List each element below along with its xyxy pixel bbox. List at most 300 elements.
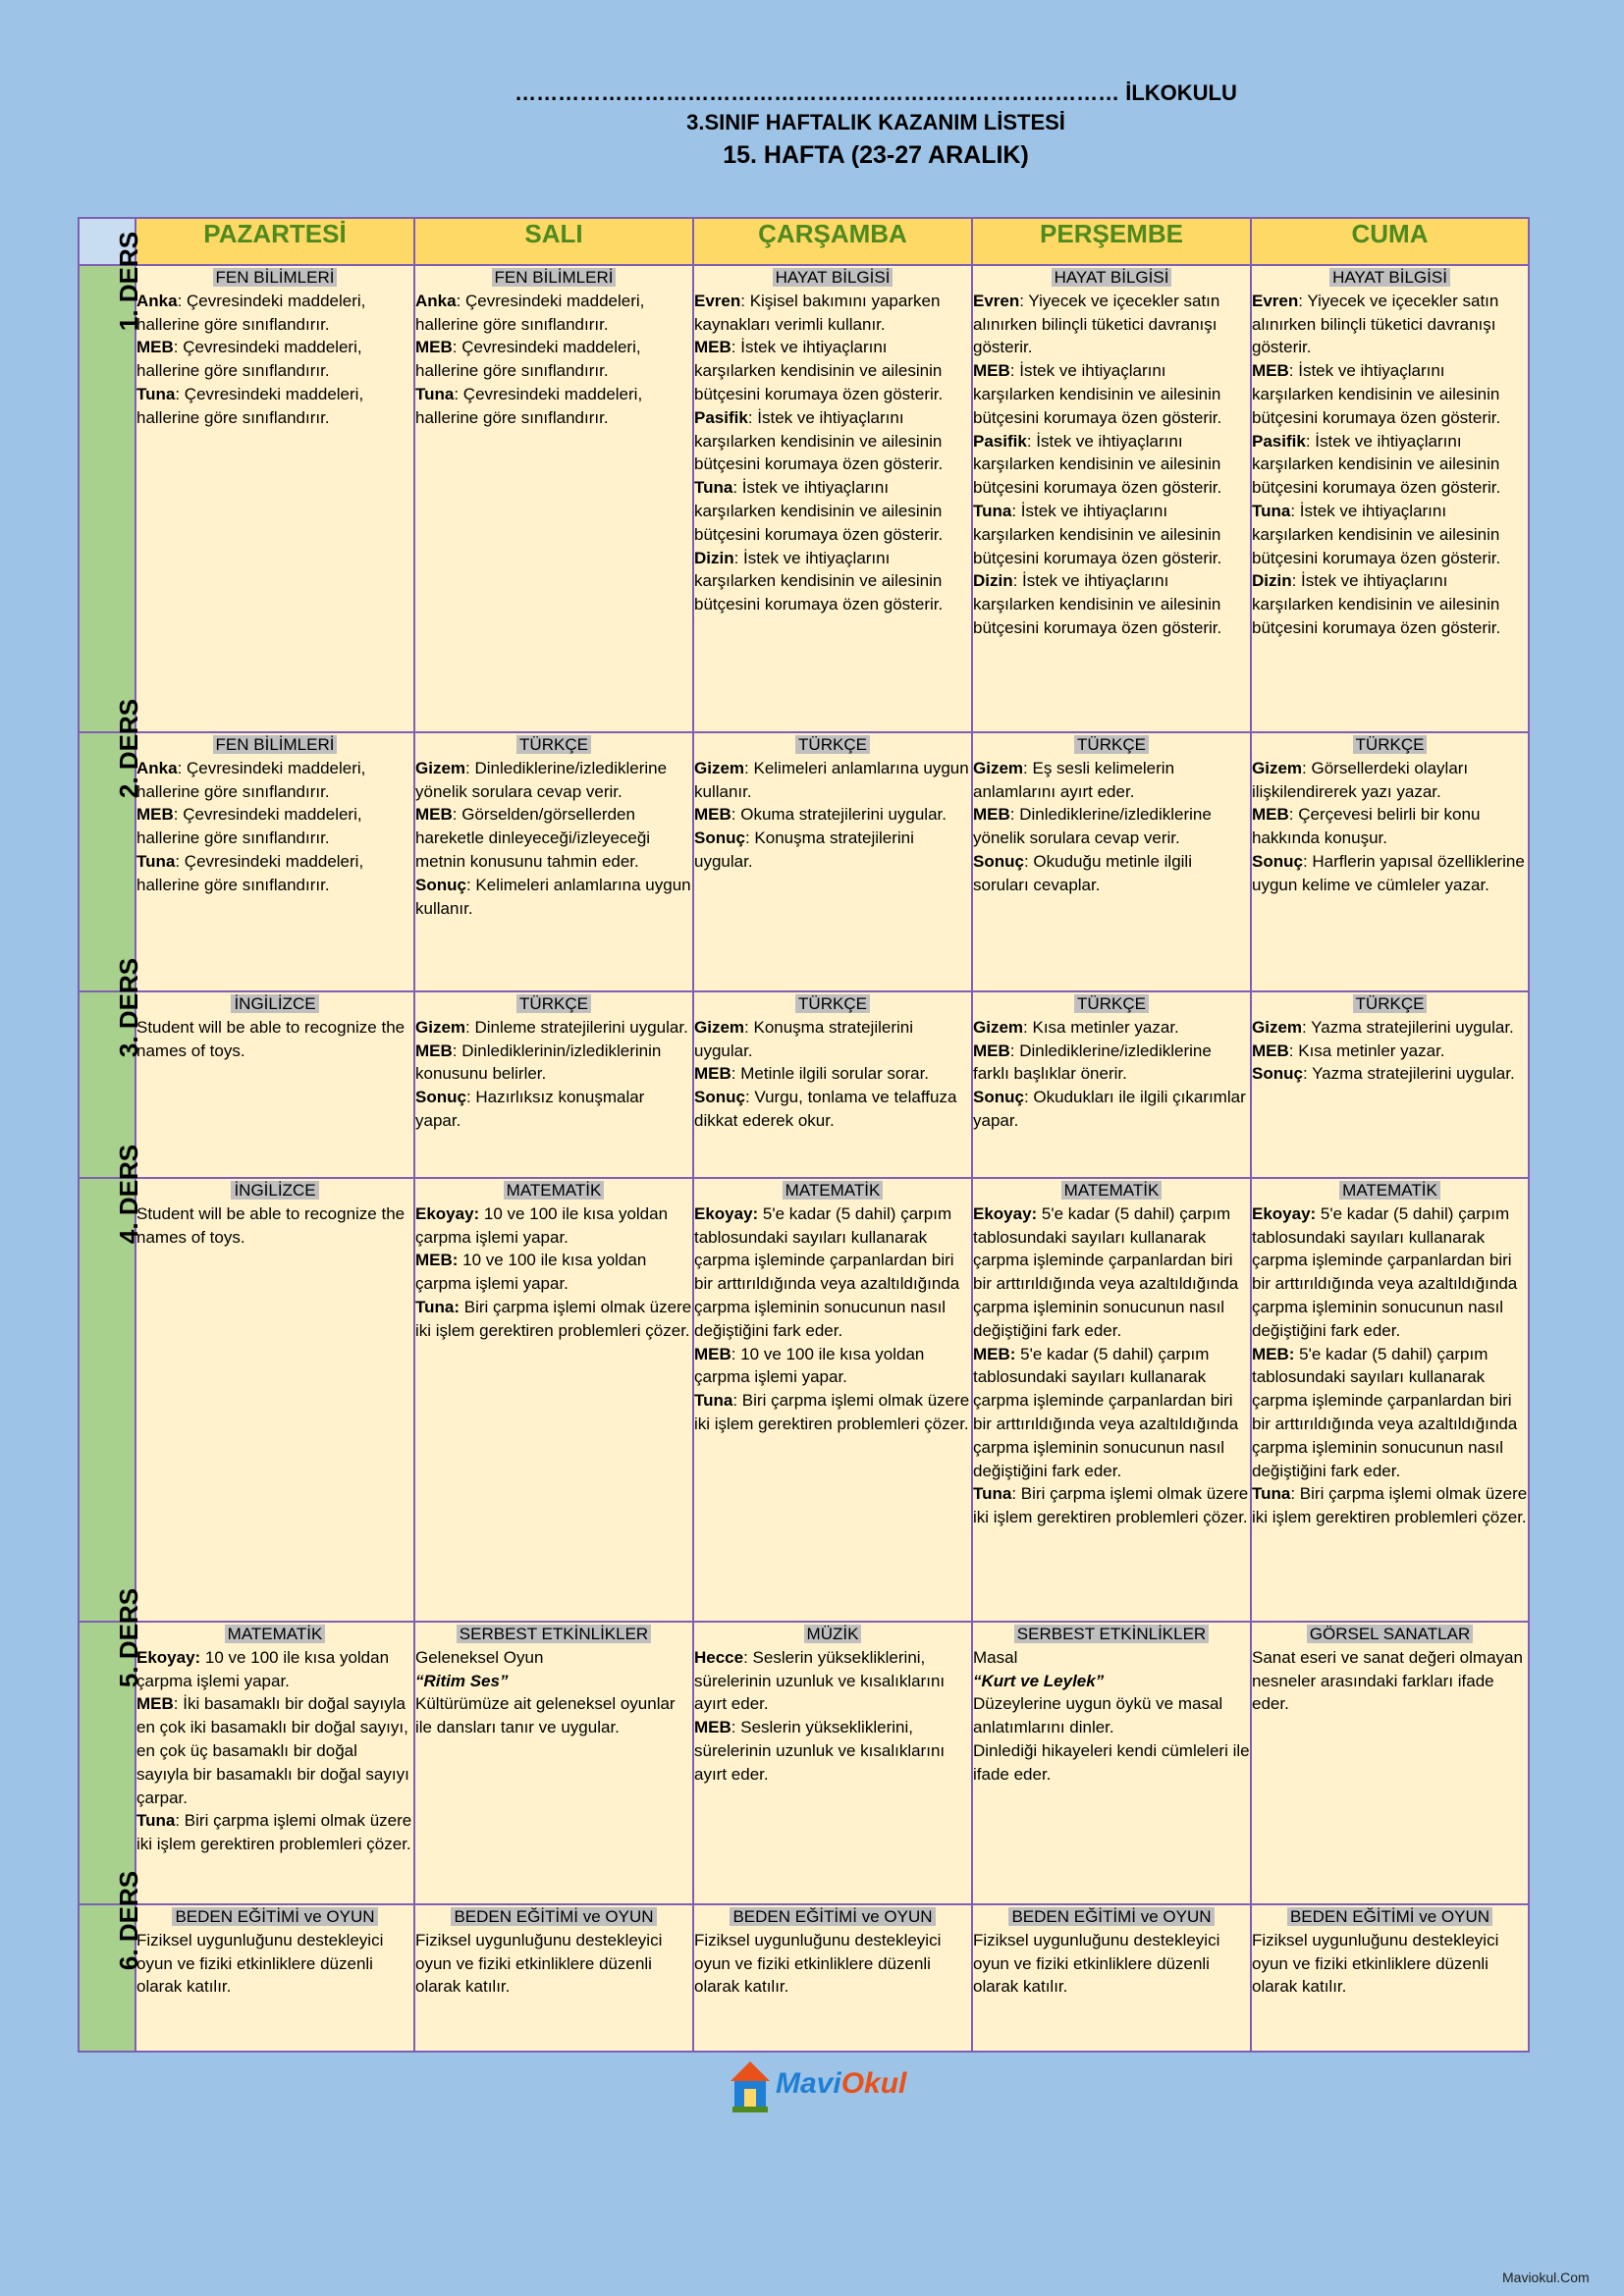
outcome-source: Ekoyay:: [1252, 1203, 1317, 1223]
outcome-item: [973, 1202, 1250, 1343]
outcome-source: MEB: [694, 1064, 731, 1084]
lesson-label-text: 6. DERS: [114, 1870, 144, 1971]
subject-label: [973, 1623, 1250, 1646]
outcome-source: Tuna:: [415, 1297, 460, 1316]
subject-name: BEDEN EĞİTİMİ ve OYUN: [451, 1907, 656, 1926]
outcome-source: Sonuç: [973, 1088, 1024, 1107]
outcome-text: : Eş sesli kelimelerin anlamlarını ayırt eder.: [973, 758, 1175, 801]
outcome-text: : Kısa metinler yazar.: [1023, 1017, 1179, 1037]
outcome-text: : Çevresindeki maddeleri, hallerine göre sınıflandırır.: [415, 384, 643, 427]
outcome-source: MEB: [694, 1344, 731, 1363]
subject-label: [694, 1179, 971, 1202]
outcome-item: [1252, 569, 1528, 639]
outcome-source: MEB: [136, 338, 174, 357]
outcome-item: [415, 1086, 692, 1133]
outcome-source: Gizem: [694, 1017, 745, 1037]
outcome-item: [415, 1646, 692, 1670]
site-footer: Maviokul.Com: [1502, 2269, 1590, 2285]
outcome-item: [1252, 430, 1528, 500]
outcome-source: Gizem: [1252, 1017, 1303, 1037]
outcome-item: [973, 803, 1250, 850]
outcome-source: Sonuç: [415, 1088, 466, 1107]
lesson-label-text: 4. DERS: [114, 1144, 144, 1245]
outcome-source: Evren: [1252, 291, 1299, 310]
subject-name: BEDEN EĞİTİMİ ve OYUN: [1008, 1907, 1214, 1926]
outcome-item: [1252, 1482, 1528, 1529]
outcome-source: Dizin: [1252, 571, 1292, 591]
day-header: PAZARTESİ: [135, 218, 414, 265]
lesson-row: [79, 732, 1529, 991]
outcome-source: Gizem: [973, 758, 1024, 777]
outcome-source: Ekoyay:: [415, 1203, 480, 1223]
day-header: PERŞEMBE: [972, 218, 1251, 265]
outcome-item: [973, 1040, 1250, 1087]
subject-label: [694, 992, 971, 1016]
schedule-cell: [135, 1178, 414, 1622]
outcome-text: : Çevresindeki maddeleri, hallerine göre sınıflandırır.: [415, 291, 645, 334]
outcome-source: Sonuç: [1252, 1064, 1303, 1084]
outcome-text: Geleneksel Oyun: [415, 1647, 544, 1667]
subject-name: FEN BİLİMLERİ: [213, 735, 338, 754]
outcome-text: : Çevresindeki maddeleri, hallerine göre sınıflandırır.: [415, 338, 641, 381]
outcome-text: : Yazma stratejilerini uygular.: [1302, 1017, 1514, 1037]
outcome-item: [1252, 359, 1528, 429]
outcome-text: : Görselden/görsellerden hareketle dinleyeceği/izleyeceği metnin konusunu tahmin eder.: [415, 805, 651, 871]
outcome-text: : İstek ve ihtiyaçlarını karşılarken kendisinin ve ailesinin bütçesini korumaya özen gösterir.: [973, 431, 1222, 498]
outcome-item: [415, 1670, 692, 1693]
outcome-text: 5'e kadar (5 dahil) çarpım tablosundaki sayıları kullanarak çarpma işleminde çarpanlardan biri bir arttırıldığında veya azaltıldığında çarpma işleminin sonucunun nasıl değiştiğini fark eder.: [1252, 1344, 1518, 1480]
outcome-text: : İstek ve ihtiyaçlarını karşılarken kendisinin ve ailesinin bütçesini korumaya özen gösterir.: [694, 338, 944, 403]
outcome-text: : Görsellerdeki olayları ilişkilendirerek yazı yazar.: [1252, 758, 1469, 801]
subject-name: HAYAT BİLGİSİ: [1329, 268, 1450, 287]
outcome-text: : Dinlediklerine/izlediklerine farklı başlıklar önerir.: [973, 1041, 1212, 1084]
outcome-text: Student will be able to recognize the names of toys.: [136, 1017, 406, 1060]
subject-label: [136, 1623, 413, 1646]
outcome-source: MEB: [415, 805, 453, 825]
subject-name: TÜRKÇE: [1074, 735, 1149, 754]
outcome-source: “Ritim Ses”: [415, 1671, 509, 1690]
outcome-item: [415, 1692, 692, 1739]
subject-label: [136, 992, 413, 1016]
outcome-item: [694, 406, 971, 476]
outcome-source: MEB: [1252, 805, 1289, 825]
outcome-item: [694, 336, 971, 405]
subject-label: [1252, 266, 1528, 290]
outcome-text: : Çevresindeki maddeleri, hallerine göre sınıflandırır.: [136, 851, 364, 894]
outcome-text: 5'e kadar (5 dahil) çarpım tablosundaki sayıları kullanarak çarpma işleminde çarpanlardan biri bir arttırıldığında veya azaltıldığında çarpma işleminin sonucunun nasıl değiştiğini fark eder.: [973, 1203, 1239, 1340]
outcome-source: Ekoyay:: [136, 1647, 201, 1667]
outcome-item: [973, 1692, 1250, 1739]
subject-name: MATEMATİK: [225, 1625, 326, 1643]
outcome-item: [136, 1016, 413, 1063]
outcome-text: : Dinleme stratejilerini uygular.: [465, 1017, 688, 1037]
outcome-text: Sanat eseri ve sanat değeri olmayan nesneler arasındaki farkları ifade eder.: [1252, 1647, 1523, 1714]
outcome-item: [136, 290, 413, 337]
outcome-source: MEB: [694, 1718, 731, 1737]
outcome-text: 10 ve 100 ile kısa yoldan çarpma işlemi yapar.: [415, 1251, 647, 1294]
subject-name: İNGİLİZCE: [231, 1181, 318, 1200]
schedule-cell: [693, 1178, 972, 1622]
subject-name: BEDEN EĞİTİMİ ve OYUN: [1287, 1907, 1492, 1926]
outcome-text: : Harflerin yapısal özelliklerine uygun kelime ve cümleler yazar.: [1252, 851, 1525, 894]
schedule-cell: [135, 991, 414, 1178]
outcome-source: Gizem: [1252, 758, 1303, 777]
outcome-item: [694, 1646, 971, 1716]
subject-label: [694, 733, 971, 757]
lesson-label: [79, 231, 144, 732]
outcome-item: [415, 803, 692, 873]
subject-label: [415, 1623, 692, 1646]
schedule-cell: [972, 1178, 1251, 1622]
outcome-source: Tuna: [973, 501, 1012, 520]
schedule-table: [78, 217, 1530, 2053]
outcome-source: Tuna: [1252, 501, 1291, 520]
outcome-text: : İstek ve ihtiyaçlarını karşılarken kendisinin ve ailesinin bütçesini korumaya özen gösterir.: [694, 548, 944, 614]
outcome-item: [415, 336, 692, 383]
outcome-item: [694, 1929, 971, 1999]
subject-name: TÜRKÇE: [1353, 735, 1428, 754]
outcome-item: [973, 290, 1250, 359]
outcome-item: [694, 1202, 971, 1343]
outcome-source: Ekoyay:: [973, 1203, 1038, 1223]
outcome-source: Sonuç: [973, 851, 1024, 871]
lesson-label: [79, 1870, 144, 2052]
outcome-item: [415, 1249, 692, 1296]
outcome-item: [694, 547, 971, 616]
outcome-item: [136, 803, 413, 850]
outcome-item: [136, 1809, 413, 1856]
subject-label: [694, 1905, 971, 1929]
schedule-cell: [1251, 991, 1529, 1178]
outcome-source: Tuna: [136, 851, 176, 871]
outcome-source: Evren: [973, 291, 1020, 310]
outcome-text: : Okuduğu metinle ilgili soruları cevaplar.: [973, 851, 1192, 894]
schedule-cell: [135, 1622, 414, 1904]
schedule-cell: [693, 265, 972, 732]
outcome-source: Tuna: [136, 1811, 176, 1831]
schedule-cell: [414, 732, 693, 991]
outcome-text: : Seslerin yüksekliklerini, sürelerinin uzunluk ve kısalıklarını ayırt eder.: [694, 1718, 946, 1784]
outcome-text: : Biri çarpma işlemi olmak üzere iki işlem gerektiren problemleri çözer.: [973, 1484, 1249, 1527]
outcome-item: [1252, 1040, 1528, 1063]
subject-name: SERBEST ETKİNLİKLER: [457, 1625, 651, 1643]
outcome-item: [136, 1202, 413, 1250]
outcome-text: : İstek ve ihtiyaçlarını karşılarken kendisinin ve ailesinin bütçesini korumaya özen gösterir.: [973, 361, 1222, 427]
outcome-text: : İstek ve ihtiyaçlarını karşılarken kendisinin ve ailesinin bütçesini korumaya özen gösterir.: [1252, 501, 1501, 567]
outcome-item: [415, 757, 692, 804]
schedule-cell: [414, 1178, 693, 1622]
outcome-item: [973, 500, 1250, 569]
outcome-source: Hecce: [694, 1647, 744, 1667]
outcome-text: : Çevresindeki maddeleri, hallerine göre sınıflandırır.: [136, 384, 364, 427]
maviokul-logo: [729, 2059, 907, 2118]
outcome-source: MEB: [415, 1041, 453, 1060]
outcome-text: Fiziksel uygunluğunu destekleyici oyun ve fiziki etkinliklere düzenli olarak katılır.: [1252, 1930, 1499, 1997]
outcome-item: [136, 1646, 413, 1693]
outcome-item: [694, 827, 971, 874]
outcome-item: [973, 1739, 1250, 1787]
schedule-cell: [135, 265, 414, 732]
outcome-text: : Kelimeleri anlamlarına uygun kullanır.: [694, 758, 969, 801]
outcome-text: 10 ve 100 ile kısa yoldan çarpma işlemi yapar.: [415, 1203, 669, 1247]
schedule-cell: [1251, 1622, 1529, 1904]
lesson-row: [79, 991, 1529, 1178]
outcome-item: [136, 850, 413, 897]
outcome-item: [1252, 1929, 1528, 1999]
outcome-item: [973, 1016, 1250, 1040]
subject-name: FEN BİLİMLERİ: [492, 268, 617, 287]
outcome-item: [136, 336, 413, 383]
outcome-text: : Dinlediklerine/izlediklerine yönelik sorulara cevap verir.: [973, 805, 1212, 848]
outcome-source: MEB: [136, 1694, 174, 1714]
schedule-cell: [1251, 1904, 1529, 2052]
outcome-text: Fiziksel uygunluğunu destekleyici oyun ve fiziki etkinliklere düzenli olarak katılır.: [136, 1930, 384, 1997]
outcome-text: Fiziksel uygunluğunu destekleyici oyun ve fiziki etkinliklere düzenli olarak katılır.: [973, 1930, 1220, 1997]
outcome-item: [973, 1670, 1250, 1693]
subject-label: [973, 266, 1250, 290]
subject-name: MÜZİK: [804, 1625, 862, 1643]
outcome-text: : 10 ve 100 ile kısa yoldan çarpma işlemi yapar.: [694, 1344, 925, 1387]
subject-name: TÜRKÇE: [516, 735, 591, 754]
page-header: [0, 79, 1624, 173]
subject-name: GÖRSEL SANATLAR: [1307, 1625, 1473, 1643]
lesson-label: [79, 1587, 144, 1904]
outcome-text: 5'e kadar (5 dahil) çarpım tablosundaki sayıları kullanarak çarpma işleminde çarpanlardan biri bir arttırıldığında veya azaltıldığında çarpma işleminin sonucunun nasıl değiştiğini fark eder.: [973, 1344, 1239, 1480]
outcome-item: [1252, 1646, 1528, 1716]
schedule-cell: [693, 1622, 972, 1904]
outcome-text: : Hazırlıksız konuşmalar yapar.: [415, 1088, 645, 1130]
subject-name: TÜRKÇE: [795, 994, 870, 1013]
lesson-row: [79, 1904, 1529, 2052]
subject-label: [1252, 992, 1528, 1016]
outcome-item: [1252, 290, 1528, 359]
subject-label: [136, 266, 413, 290]
outcome-text: : Biri çarpma işlemi olmak üzere iki işlem gerektiren problemleri çözer.: [1252, 1484, 1528, 1527]
outcome-item: [415, 1296, 692, 1343]
outcome-text: Dinlediği hikayeleri kendi cümleleri ile ifade eder.: [973, 1740, 1250, 1784]
subject-name: MATEMATİK: [504, 1181, 605, 1200]
subject-name: MATEMATİK: [1339, 1181, 1440, 1200]
outcome-source: Anka: [136, 291, 178, 310]
outcome-item: [694, 803, 971, 827]
outcome-item: [136, 1692, 413, 1809]
outcome-item: [973, 1482, 1250, 1529]
outcome-item: [415, 290, 692, 337]
subject-label: [136, 733, 413, 757]
outcome-text: : Yazma stratejilerini uygular.: [1302, 1064, 1515, 1084]
outcome-text: Student will be able to recognize the names of toys.: [136, 1203, 406, 1247]
outcome-text: : Çevresindeki maddeleri, hallerine göre sınıflandırır.: [136, 805, 362, 848]
outcome-text: : İstek ve ihtiyaçlarını karşılarken kendisinin ve ailesinin bütçesini korumaya özen gösterir.: [694, 407, 944, 474]
schedule-cell: [693, 732, 972, 991]
subject-name: BEDEN EĞİTİMİ ve OYUN: [730, 1907, 935, 1926]
outcome-text: : Dinlediklerine/izlediklerine yönelik sorulara cevap verir.: [415, 758, 668, 801]
subject-name: HAYAT BİLGİSİ: [773, 268, 893, 287]
outcome-item: [136, 383, 413, 430]
outcome-source: Pasifik: [973, 431, 1027, 451]
outcome-source: MEB: [694, 805, 731, 825]
week-title: 15. HAFTA (23-27 ARALIK): [723, 141, 1029, 169]
outcome-source: Pasifik: [1252, 431, 1306, 451]
lesson-label-text: 2. DERS: [114, 698, 144, 799]
subject-label: [415, 1905, 692, 1929]
outcome-item: [1252, 1343, 1528, 1483]
outcome-text: : Dinlediklerinin/izlediklerinin konusunu belirler.: [415, 1041, 662, 1084]
schedule-cell: [1251, 265, 1529, 732]
outcome-item: [973, 757, 1250, 804]
outcome-source: Dizin: [973, 571, 1013, 591]
outcome-text: 5'e kadar (5 dahil) çarpım tablosundaki sayıları kullanarak çarpma işleminde çarpanlardan biri bir arttırıldığında veya azaltıldığında çarpma işleminin sonucunun nasıl değiştiğini fark eder.: [694, 1203, 960, 1340]
outcome-item: [1252, 500, 1528, 569]
outcome-text: : Çevresindeki maddeleri, hallerine göre sınıflandırır.: [136, 291, 366, 334]
outcome-source: Sonuç: [415, 875, 466, 894]
outcome-item: [136, 1929, 413, 1999]
outcome-source: Gizem: [694, 758, 745, 777]
outcome-item: [1252, 850, 1528, 897]
lesson-label-text: 3. DERS: [114, 957, 144, 1058]
outcome-text: : Yiyecek ve içecekler satın alınırken bilinçli tüketici davranışı gösterir.: [973, 291, 1220, 357]
outcome-text: : Biri çarpma işlemi olmak üzere iki işlem gerektiren problemleri çözer.: [694, 1391, 970, 1433]
outcome-text: Fiziksel uygunluğunu destekleyici oyun ve fiziki etkinliklere düzenli olarak katılır.: [415, 1930, 663, 1997]
outcome-item: [694, 1716, 971, 1786]
outcome-item: [1252, 757, 1528, 804]
outcome-source: Tuna: [694, 1391, 733, 1411]
outcome-text: : Okuma stratejilerini uygular.: [731, 805, 947, 825]
subject-label: [1252, 1623, 1528, 1646]
outcome-item: [694, 1062, 971, 1086]
outcome-source: MEB:: [415, 1251, 459, 1270]
outcome-item: [973, 1086, 1250, 1133]
schedule-cell: [1251, 732, 1529, 991]
outcome-item: [973, 430, 1250, 500]
outcome-item: [694, 290, 971, 337]
outcome-source: Anka: [415, 291, 457, 310]
outcome-source: MEB: [1252, 361, 1289, 381]
outcome-text: : İstek ve ihtiyaçlarını karşılarken kendisinin ve ailesinin bütçesini korumaya özen gösterir.: [973, 571, 1222, 637]
school-name: ………………………………………………………………………… İLKOKULU: [514, 80, 1237, 105]
outcome-text: Fiziksel uygunluğunu destekleyici oyun ve fiziki etkinliklere düzenli olarak katılır.: [694, 1930, 942, 1997]
outcome-source: Gizem: [415, 758, 466, 777]
outcome-source: Tuna: [415, 384, 455, 403]
outcome-item: [694, 1086, 971, 1133]
subject-label: [415, 1179, 692, 1202]
subject-label: [1252, 1179, 1528, 1202]
outcome-text: : İstek ve ihtiyaçlarını karşılarken kendisinin ve ailesinin bütçesini korumaya özen gösterir.: [694, 478, 944, 544]
lesson-label-text: 5. DERS: [114, 1587, 144, 1688]
subject-label: [415, 992, 692, 1016]
outcome-text: : Seslerin yüksekliklerini, sürelerinin uzunluk ve kısalıklarını ayırt eder.: [694, 1647, 946, 1714]
outcome-item: [1252, 1202, 1528, 1343]
outcome-source: “Kurt ve Leylek”: [973, 1671, 1105, 1690]
outcome-source: Tuna: [973, 1484, 1012, 1504]
subject-label: [1252, 733, 1528, 757]
outcome-text: : İki basamaklı bir doğal sayıyla en çok iki basamaklı bir doğal sayıyı, en çok üç basamaklı bir doğal sayıyla bir basamaklı bir doğal sayıyı çarpar.: [136, 1694, 409, 1807]
schedule-cell: [135, 1904, 414, 2052]
outcome-item: [415, 1016, 692, 1040]
subject-name: FEN BİLİMLERİ: [213, 268, 338, 287]
outcome-source: MEB: [1252, 1041, 1289, 1060]
schedule-cell: [693, 991, 972, 1178]
outcome-item: [694, 1389, 971, 1436]
outcome-text: : Kısa metinler yazar.: [1288, 1041, 1445, 1060]
outcome-text: Düzeylerine uygun öykü ve masal anlatımlarını dinler.: [973, 1694, 1223, 1737]
outcome-item: [973, 359, 1250, 429]
schedule-cell: [1251, 1178, 1529, 1622]
day-header-row: [79, 218, 1529, 265]
subject-name: TÜRKÇE: [1353, 994, 1428, 1013]
subject-label: [694, 266, 971, 290]
outcome-text: 5'e kadar (5 dahil) çarpım tablosundaki sayıları kullanarak çarpma işleminde çarpanlardan biri bir arttırıldığında veya azaltıldığında çarpma işleminin sonucunun nasıl değiştiğini fark eder.: [1252, 1203, 1518, 1340]
outcome-text: : Kelimeleri anlamlarına uygun kullanır.: [415, 875, 691, 918]
schedule-cell: [972, 732, 1251, 991]
outcome-text: Kültürümüze ait geleneksel oyunlar ile dansları tanır ve uygular.: [415, 1694, 676, 1737]
outcome-item: [1252, 803, 1528, 850]
subject-name: MATEMATİK: [783, 1181, 884, 1200]
schedule-cell: [972, 991, 1251, 1178]
schedule-cell: [414, 1904, 693, 2052]
lesson-row: [79, 1622, 1529, 1904]
schedule-cell: [414, 265, 693, 732]
subject-label: [973, 1179, 1250, 1202]
lesson-row: [79, 1178, 1529, 1622]
subject-name: HAYAT BİLGİSİ: [1052, 268, 1172, 287]
outcome-item: [1252, 1062, 1528, 1086]
outcome-text: : Kişisel bakımını yaparken kaynakları verimli kullanır.: [694, 291, 941, 334]
schedule-cell: [972, 265, 1251, 732]
outcome-text: Biri çarpma işlemi olmak üzere iki işlem gerektiren problemleri çözer.: [415, 1297, 692, 1340]
schedule-cell: [135, 732, 414, 991]
outcome-item: [415, 383, 692, 430]
outcome-source: MEB: [136, 805, 174, 825]
outcome-text: : İstek ve ihtiyaçlarını karşılarken kendisinin ve ailesinin bütçesini korumaya özen gösterir.: [1252, 571, 1501, 637]
schedule-cell: [972, 1904, 1251, 2052]
outcome-source: MEB: [694, 338, 731, 357]
lesson-label-text: 1. DERS: [114, 231, 144, 332]
outcome-source: Gizem: [973, 1017, 1024, 1037]
outcome-text: : Çevresindeki maddeleri, hallerine göre sınıflandırır.: [136, 338, 362, 381]
outcome-source: Sonuç: [1252, 851, 1303, 871]
outcome-source: Dizin: [694, 548, 734, 567]
subject-name: TÜRKÇE: [516, 994, 591, 1013]
outcome-item: [1252, 1016, 1528, 1040]
subject-name: SERBEST ETKİNLİKLER: [1014, 1625, 1209, 1643]
outcome-text: : Çevresindeki maddeleri, hallerine göre sınıflandırır.: [136, 758, 366, 801]
subject-label: [973, 733, 1250, 757]
outcome-source: MEB: [973, 361, 1010, 381]
outcome-source: Tuna: [136, 384, 176, 403]
lesson-label: [79, 698, 144, 991]
subject-label: [973, 1905, 1250, 1929]
outcome-text: : Yiyecek ve içecekler satın alınırken bilinçli tüketici davranışı gösterir.: [1252, 291, 1499, 357]
outcome-text: : Konuşma stratejilerini uygular.: [694, 828, 914, 871]
list-title: 3.SINIF HAFTALIK KAZANIM LİSTESİ: [686, 110, 1065, 134]
day-header: ÇARŞAMBA: [693, 218, 972, 265]
outcome-text: 10 ve 100 ile kısa yoldan çarpma işlemi yapar.: [136, 1647, 390, 1690]
schedule-cell: [972, 1622, 1251, 1904]
outcome-text: Masal: [973, 1647, 1018, 1667]
outcome-source: Sonuç: [694, 1088, 745, 1107]
day-header: CUMA: [1251, 218, 1529, 265]
subject-name: İNGİLİZCE: [231, 994, 318, 1013]
outcome-text: : İstek ve ihtiyaçlarını karşılarken kendisinin ve ailesinin bütçesini korumaya özen gösterir.: [1252, 361, 1501, 427]
day-header: SALI: [414, 218, 693, 265]
outcome-text: : Metinle ilgili sorular sorar.: [731, 1064, 930, 1084]
outcome-source: Gizem: [415, 1017, 466, 1037]
outcome-source: MEB: [415, 338, 453, 357]
outcome-source: MEB: [973, 805, 1010, 825]
schedule-cell: [414, 1622, 693, 1904]
outcome-text: : Konuşma stratejilerini uygular.: [694, 1017, 913, 1060]
